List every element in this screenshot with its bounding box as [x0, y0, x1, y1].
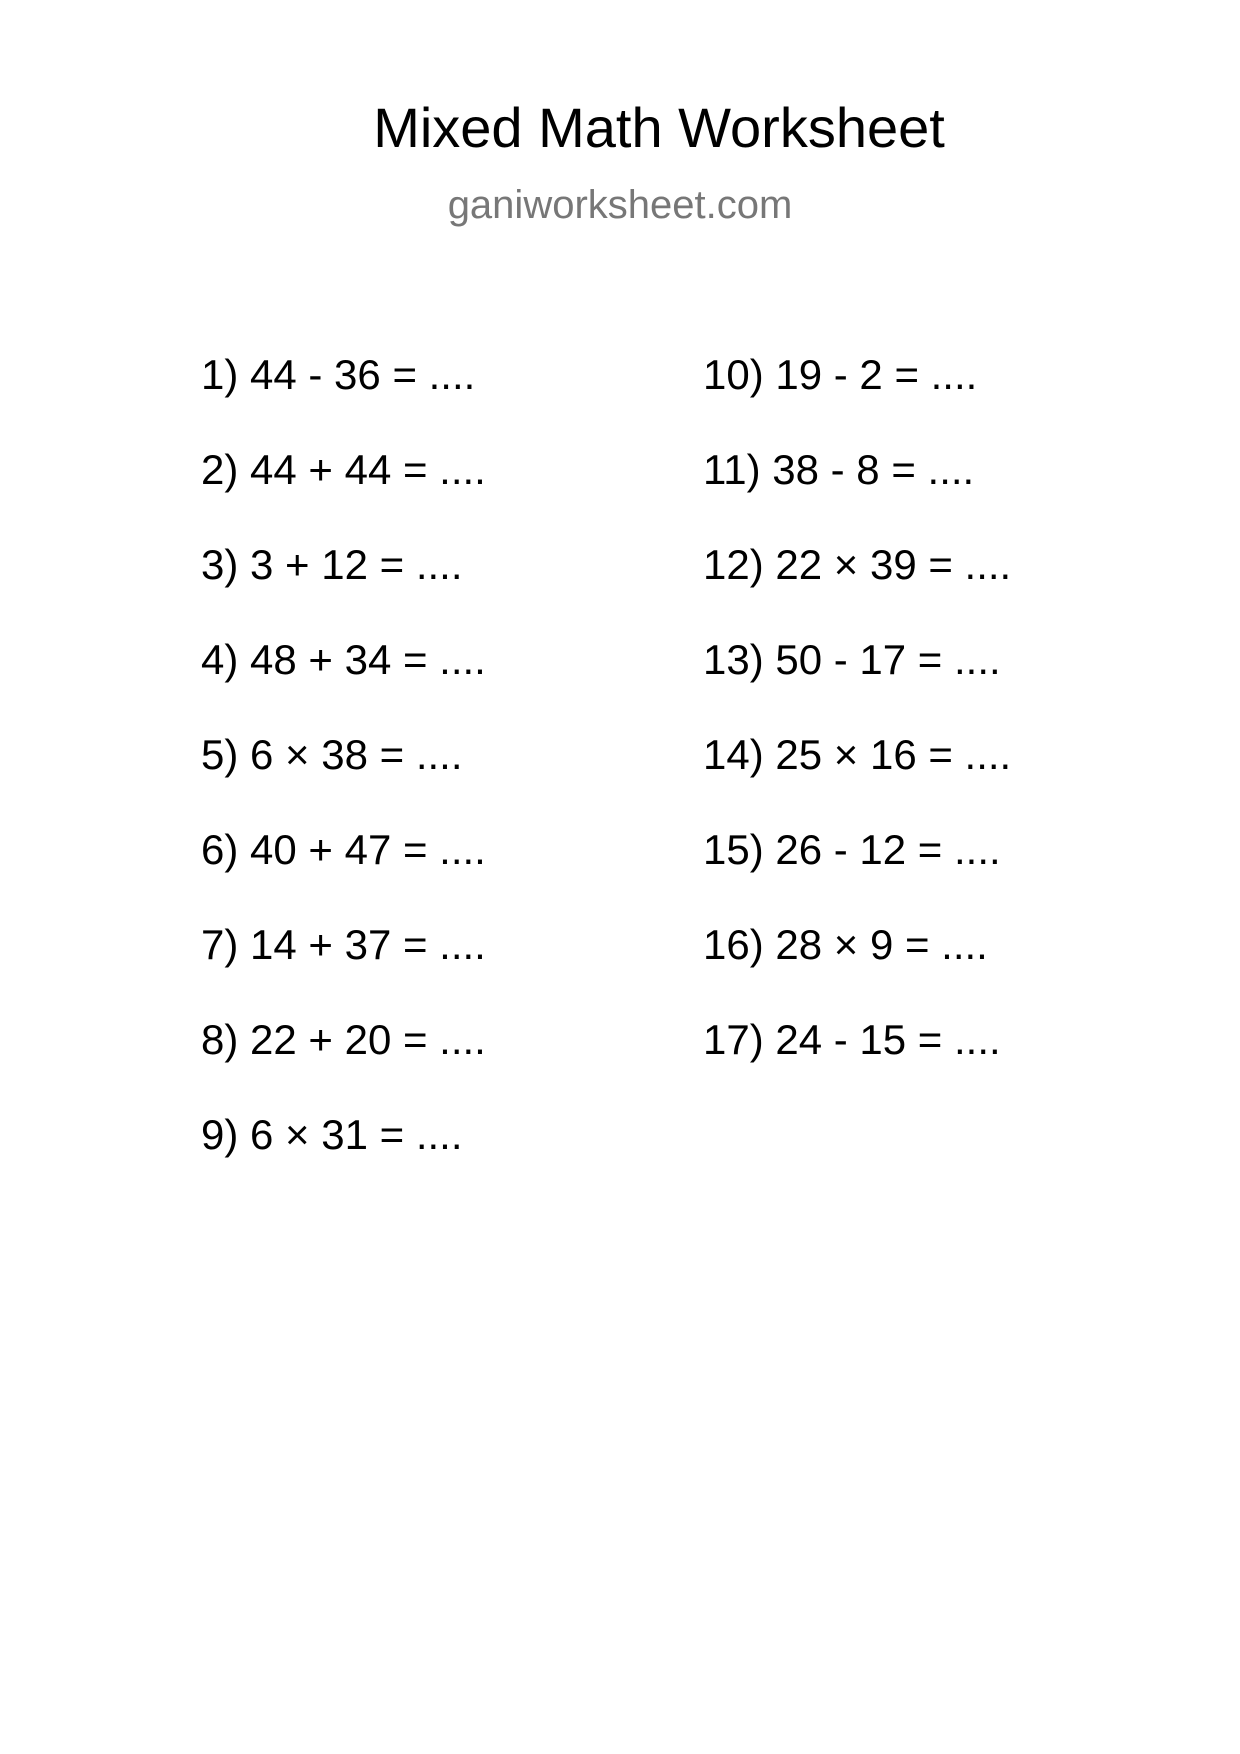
problem-12: 12) 22 × 39 = .... — [703, 541, 1012, 588]
page-title: Mixed Math Worksheet — [373, 96, 945, 159]
problem-7: 7) 14 + 37 = .... — [201, 921, 486, 968]
problem-5: 5) 6 × 38 = .... — [201, 731, 463, 778]
problem-9: 9) 6 × 31 = .... — [201, 1111, 463, 1158]
problem-10: 10) 19 - 2 = .... — [703, 351, 978, 398]
problem-17: 17) 24 - 15 = .... — [703, 1016, 1001, 1063]
problem-column-right — [703, 351, 1011, 1111]
website-url: ganiworksheet.com — [447, 183, 793, 227]
problem-column-left — [201, 351, 486, 1206]
problem-16: 16) 28 × 9 = .... — [703, 921, 988, 968]
problem-3: 3) 3 + 12 = .... — [201, 541, 463, 588]
problem-1: 1) 44 - 36 = .... — [201, 351, 476, 398]
problem-8: 8) 22 + 20 = .... — [201, 1016, 486, 1063]
problem-13: 13) 50 - 17 = .... — [703, 636, 1001, 683]
problem-11: 11) 38 - 8 = .... — [703, 446, 975, 493]
problem-14: 14) 25 × 16 = .... — [703, 731, 1012, 778]
problem-2: 2) 44 + 44 = .... — [201, 446, 486, 493]
problem-4: 4) 48 + 34 = .... — [201, 636, 486, 683]
problem-15: 15) 26 - 12 = .... — [703, 826, 1001, 873]
problem-6: 6) 40 + 47 = .... — [201, 826, 486, 873]
